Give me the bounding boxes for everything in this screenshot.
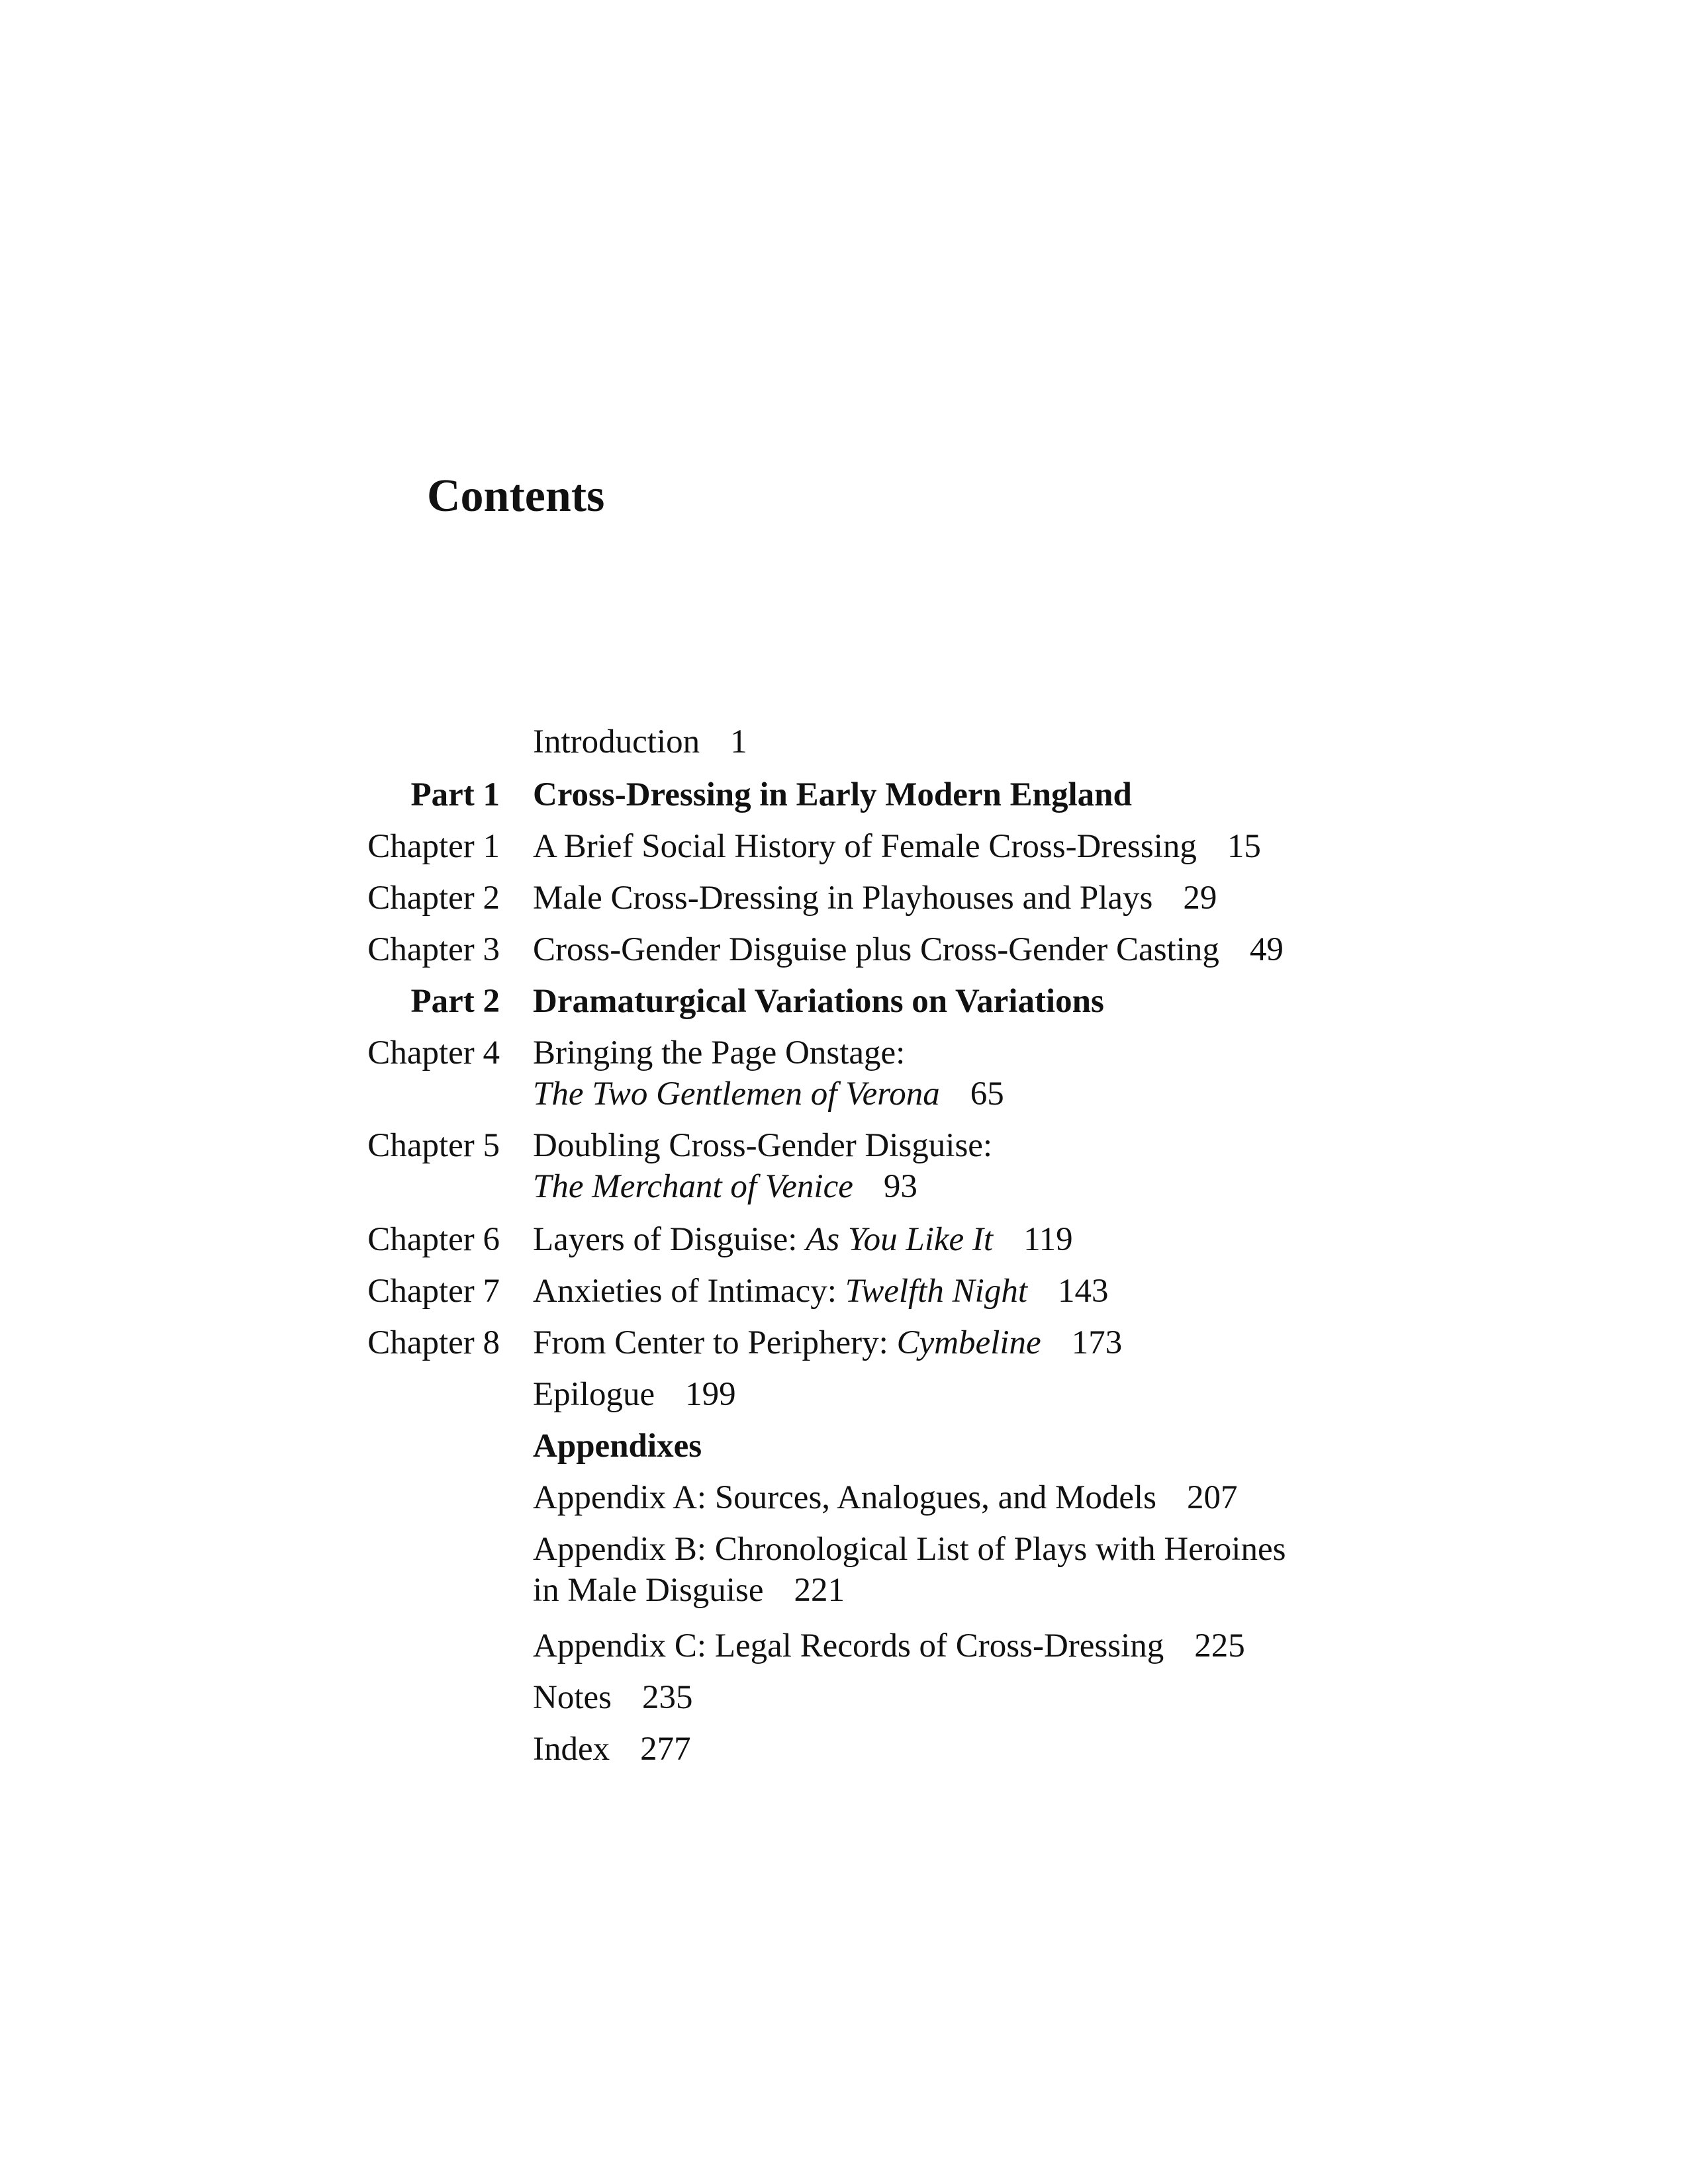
chapter-label: Chapter 2 [367,880,500,917]
work-title: Cymbeline [896,1324,1041,1361]
entry-title: Notes [533,1679,612,1716]
page-number: 235 [641,1679,693,1716]
work-title: The Two Gentlemen of Verona [533,1075,940,1113]
page-number: 29 [1183,880,1217,917]
appendix-title: Appendix C: Legal Records of Cross-Dressing [533,1627,1164,1664]
page-number: 119 [1023,1221,1073,1258]
page-number: 173 [1071,1324,1123,1361]
page-title: Contents [427,471,605,522]
page-number: 1 [730,723,747,760]
appendix-title: Appendix A: Sources, Analogues, and Models [533,1479,1156,1516]
page-number: 207 [1186,1479,1238,1516]
chapter-title: Bringing the Page Onstage: [533,1034,906,1071]
chapter-label: Chapter 7 [367,1273,500,1310]
chapter-title: Doubling Cross-Gender Disguise: [533,1127,993,1164]
part-title: Cross-Dressing in Early Modern England [533,776,1132,813]
chapter-title: Male Cross-Dressing in Playhouses and Plays [533,880,1153,917]
page-number: 225 [1194,1627,1245,1664]
page-number: 93 [883,1168,917,1205]
page-number: 143 [1058,1273,1109,1310]
entry-title: Index [533,1731,610,1768]
chapter-label: Chapter 4 [367,1034,500,1071]
page-number: 199 [685,1376,736,1413]
chapter-label: Chapter 8 [367,1324,500,1361]
chapter-title: A Brief Social History of Female Cross-Dressing [533,828,1197,865]
section-title: Appendixes [533,1428,702,1465]
page-number: 277 [640,1731,691,1768]
chapter-title: From Center to Periphery: [533,1324,888,1361]
part-title: Dramaturgical Variations on Variations [533,983,1104,1020]
entry-title: Epilogue [533,1376,655,1413]
part-label: Part 2 [410,983,500,1020]
chapter-label: Chapter 1 [367,828,500,865]
entry-title: Introduction [533,723,700,760]
part-label: Part 1 [410,776,500,813]
chapter-title: Cross-Gender Disguise plus Cross-Gender Casting [533,931,1219,968]
page-number: 49 [1249,931,1284,968]
chapter-label: Chapter 3 [367,931,500,968]
work-title: As You Like It [806,1221,994,1258]
chapter-label: Chapter 6 [367,1221,500,1258]
page-number: 221 [794,1572,845,1609]
chapter-title: Anxieties of Intimacy: [533,1273,837,1310]
work-title: Twelfth Night [845,1273,1027,1310]
chapter-label: Chapter 5 [367,1127,500,1164]
work-title: The Merchant of Venice [533,1168,853,1205]
page-number: 15 [1227,828,1261,865]
chapter-title: Layers of Disguise: [533,1221,798,1258]
page-number: 65 [970,1075,1004,1113]
appendix-title-cont: in Male Disguise [533,1572,764,1609]
appendix-title: Appendix B: Chronological List of Plays with Heroines [533,1531,1286,1568]
